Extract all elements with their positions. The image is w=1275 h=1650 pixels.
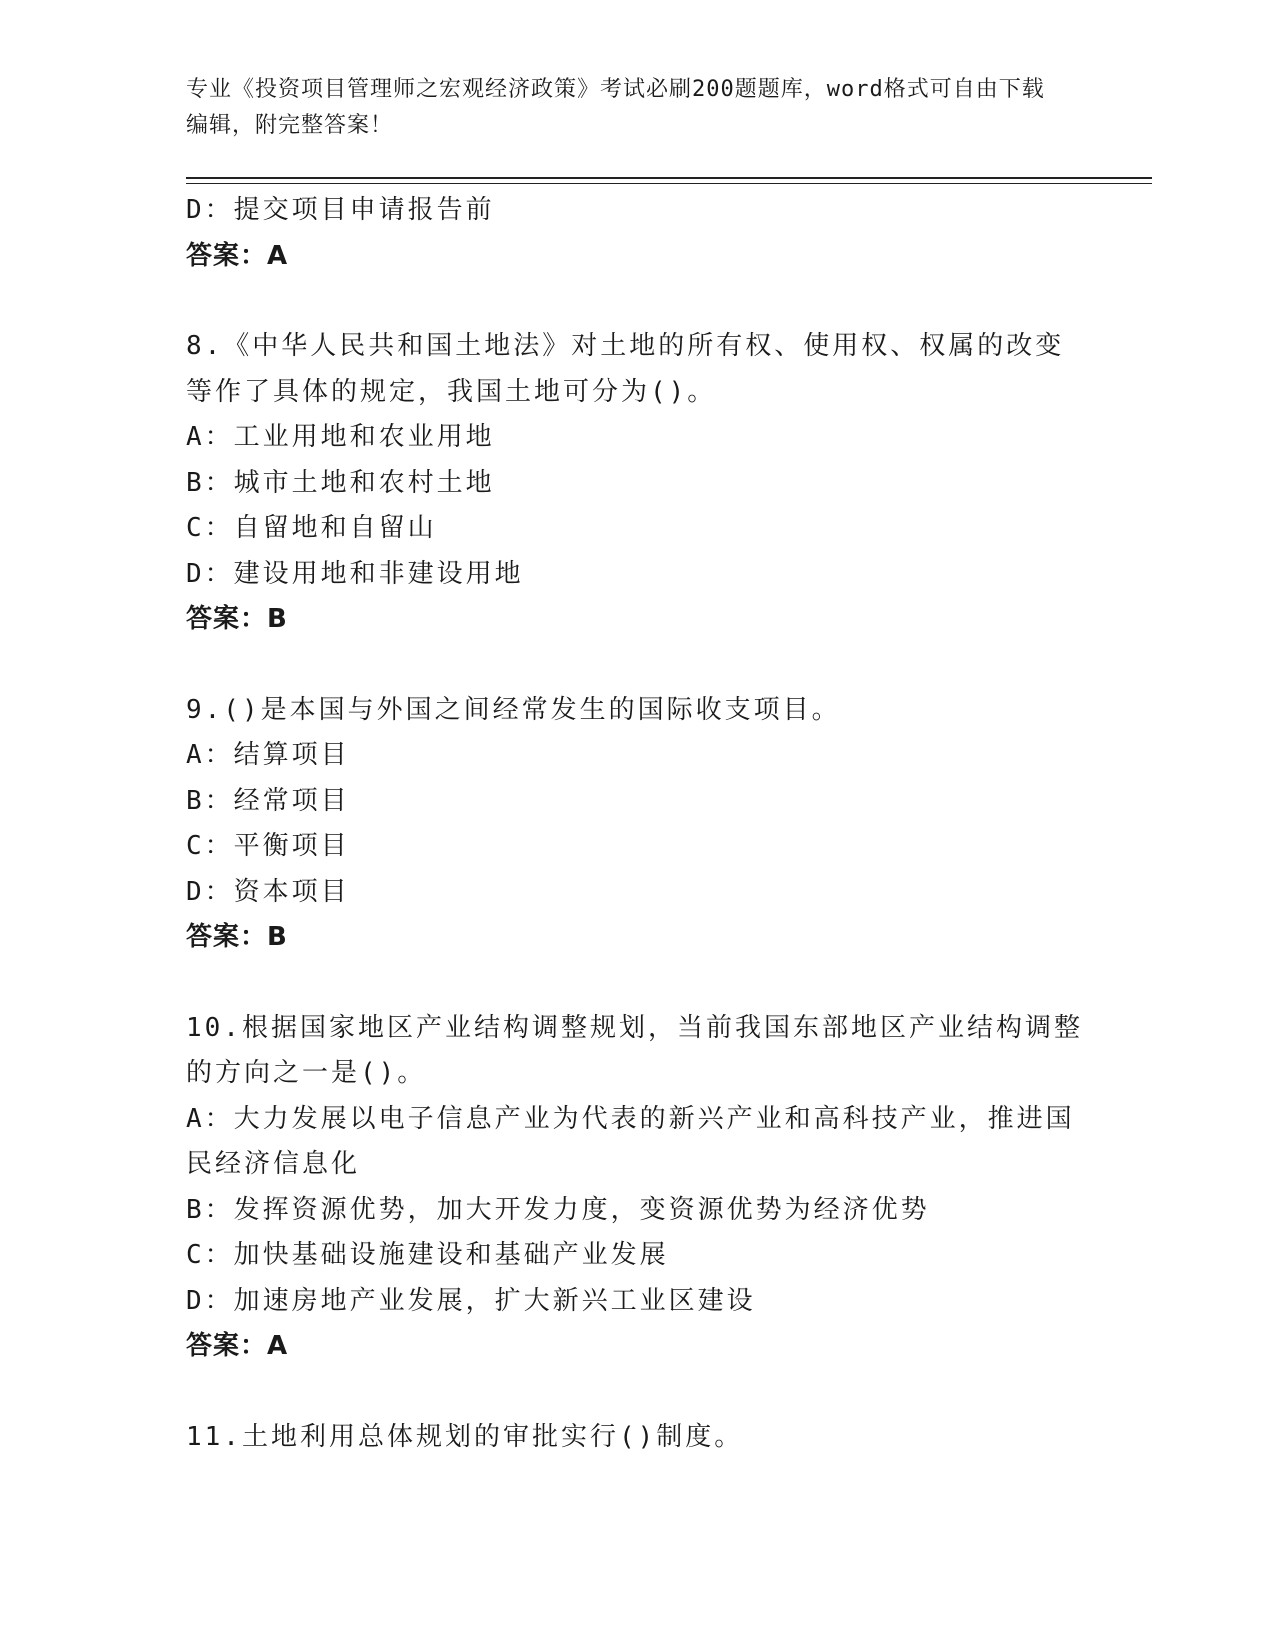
answer-line: 答案：A [186, 240, 289, 271]
question-stem-10: 10.根据国家地区产业结构调整规划，当前我国东部地区产业结构调整的方向之一是()。 [186, 1012, 1083, 1088]
option-a: A：结算项目 [186, 740, 350, 770]
option-c: C：平衡项目 [186, 831, 350, 861]
header-rule-thin [186, 183, 1152, 184]
answer-line: 答案：B [186, 922, 288, 952]
header-rule-thick [186, 177, 1152, 179]
option-a: A：工业用地和农业用地 [186, 422, 495, 452]
option-d: D：提交项目申请报告前 [186, 195, 495, 225]
option-a: A：大力发展以电子信息产业为代表的新兴产业和高科技产业，推进国民经济信息化 [186, 1103, 1075, 1179]
option-b: B：经常项目 [186, 785, 350, 816]
option-d: D：加速房地产业发展，扩大新兴工业区建设 [186, 1285, 756, 1316]
document-body [186, 188, 1086, 1460]
option-d: D：资本项目 [186, 876, 350, 907]
question-stem-11: 11.土地利用总体规划的审批实行()制度。 [186, 1421, 744, 1452]
answer-line: 答案：A [186, 1331, 289, 1361]
option-c: C：加快基础设施建设和基础产业发展 [186, 1240, 669, 1270]
option-c: C：自留地和自留山 [186, 513, 437, 543]
page-header: 专业《投资项目管理师之宏观经济政策》考试必刷200题题库，word格式可自由下载编辑，附完整答案！ [186, 77, 1045, 138]
option-d: D：建设用地和非建设用地 [186, 558, 524, 589]
question-stem-9: 9.()是本国与外国之间经常发生的国际收支项目。 [186, 694, 841, 725]
option-b: B：城市土地和农村土地 [186, 467, 495, 498]
question-stem-8: 8.《中华人民共和国土地法》对土地的所有权、使用权、权属的改变等作了具体的规定，我国土地可分为()。 [186, 331, 1065, 407]
answer-line: 答案：B [186, 604, 288, 634]
option-b: B：发挥资源优势，加大开发力度，变资源优势为经济优势 [186, 1194, 930, 1225]
